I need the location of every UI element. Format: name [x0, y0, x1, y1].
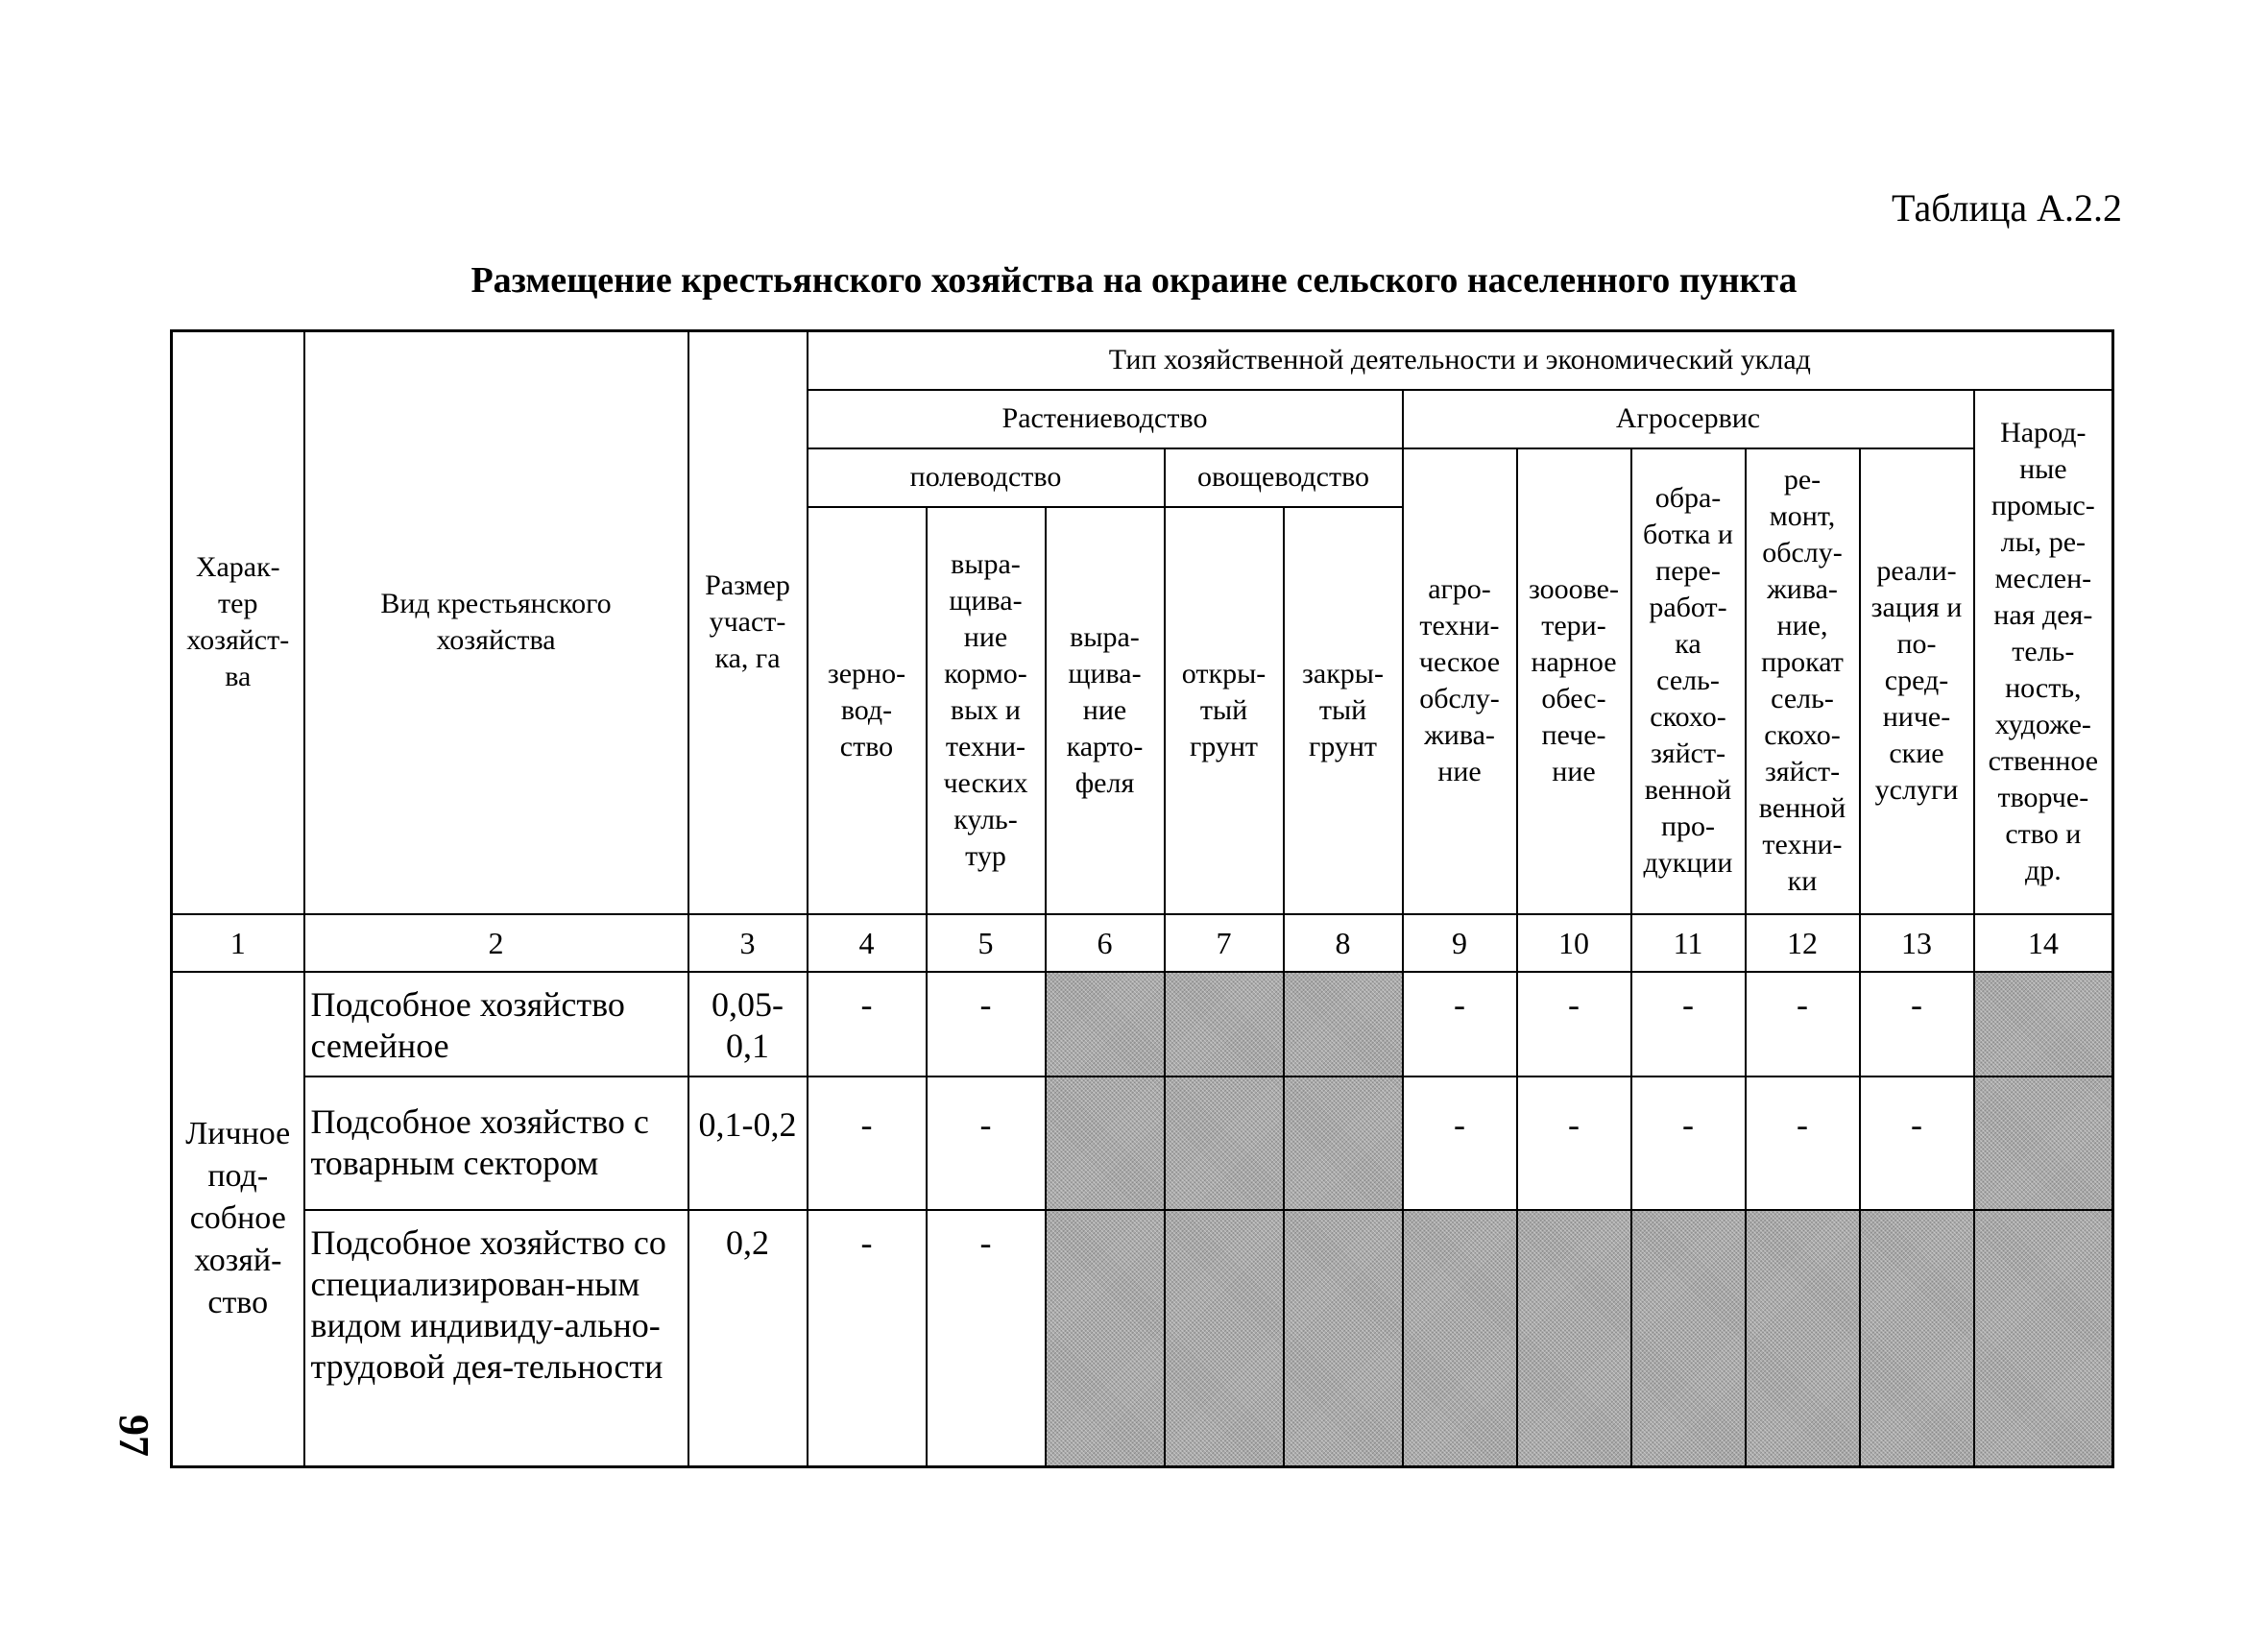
farm-type-cell: Подсобное хозяйство со специализирован-ным видом индивиду-ально-трудовой дея-тельности	[304, 1210, 688, 1467]
header-crop-production: Растениеводство	[808, 390, 1403, 448]
column-number: 5	[927, 914, 1046, 972]
column-number: 1	[172, 914, 304, 972]
value-cell: -	[1517, 972, 1631, 1077]
shaded-cell	[1165, 1077, 1284, 1210]
shaded-cell	[1046, 1077, 1165, 1210]
header-repair: ре- монт, обслу- жива- ние, прокат сель- скохо- зяйст- венной техни- ки	[1746, 448, 1860, 914]
column-number: 4	[808, 914, 927, 972]
header-farm-type: Вид крестьянского хозяйства	[304, 331, 688, 914]
shaded-cell	[1860, 1210, 1974, 1467]
column-number: 3	[688, 914, 808, 972]
header-folk-crafts: Народ- ные промыс- лы, ре- меслен- ная дея- тель- ность, художе- ственное творче- ство и др.	[1974, 390, 2113, 914]
header-agrotechnical-service: агро- техни- ческое обслу- жива- ние	[1403, 448, 1517, 914]
shaded-cell	[1974, 1077, 2113, 1210]
header-open-ground: откры- тый грунт	[1165, 507, 1284, 914]
column-number: 7	[1165, 914, 1284, 972]
column-number: 10	[1517, 914, 1631, 972]
value-cell: -	[808, 1077, 927, 1210]
table-row	[172, 1210, 2113, 1467]
header-activity-type: Тип хозяйственной деятельности и экономический уклад	[808, 331, 2113, 390]
farm-type-cell: Подсобное хозяйство семейное	[304, 972, 688, 1077]
value-cell: -	[1860, 1077, 1974, 1210]
header-closed-ground: закры- тый грунт	[1284, 507, 1403, 914]
shaded-cell	[1165, 972, 1284, 1077]
shaded-cell	[1284, 1077, 1403, 1210]
column-number: 13	[1860, 914, 1974, 972]
shaded-cell	[1403, 1210, 1517, 1467]
farm-character-cell: Личное под- собное хозяй- ство	[172, 972, 304, 1467]
shaded-cell	[1284, 972, 1403, 1077]
value-cell: -	[1746, 1077, 1860, 1210]
value-cell: -	[927, 1210, 1046, 1467]
header-fodder: выра- щива- ние кормо- вых и техни- ческих куль- тур	[927, 507, 1046, 914]
header-sales: реали- зация и по- сред- ниче- ские услуги	[1860, 448, 1974, 914]
shaded-cell	[1631, 1210, 1746, 1467]
value-cell: -	[1860, 972, 1974, 1077]
header-potato: выра- щива- ние карто- феля	[1046, 507, 1165, 914]
farm-type-cell: Подсобное хозяйство с товарным сектором	[304, 1077, 688, 1210]
shaded-cell	[1046, 1210, 1165, 1467]
column-number: 9	[1403, 914, 1517, 972]
table-row	[172, 972, 2113, 1077]
value-cell: -	[1631, 1077, 1746, 1210]
shaded-cell	[1974, 1210, 2113, 1467]
column-number: 8	[1284, 914, 1403, 972]
header-processing: обра- ботка и пере- работ- ка сель- скохо- зяйст- венной про- дукции	[1631, 448, 1746, 914]
shaded-cell	[1046, 972, 1165, 1077]
farm-placement-table	[170, 329, 2114, 1468]
plot-size-cell: 0,1-0,2	[688, 1077, 808, 1210]
column-number: 6	[1046, 914, 1165, 972]
plot-size-cell: 0,05- 0,1	[688, 972, 808, 1077]
header-grain: зерно- вод- ство	[808, 507, 927, 914]
value-cell: -	[808, 1210, 927, 1467]
document-title: Размещение крестьянского хозяйства на окраине сельского населенного пункта	[470, 260, 1798, 301]
column-number: 14	[1974, 914, 2113, 972]
value-cell: -	[1403, 972, 1517, 1077]
value-cell: -	[927, 972, 1046, 1077]
shaded-cell	[1284, 1210, 1403, 1467]
header-plot-size: Размер участ- ка, га	[688, 331, 808, 914]
header-field-farming: полеводство	[808, 448, 1165, 507]
header-vegetable-growing: овощеводство	[1165, 448, 1403, 507]
plot-size-cell: 0,2	[688, 1210, 808, 1467]
value-cell: -	[1631, 972, 1746, 1077]
table-row	[172, 1077, 2113, 1210]
page-number: 97	[110, 1415, 157, 1457]
value-cell: -	[808, 972, 927, 1077]
header-farm-character: Харак- тер хозяйст- ва	[172, 331, 304, 914]
shaded-cell	[1746, 1210, 1860, 1467]
value-cell: -	[1746, 972, 1860, 1077]
value-cell: -	[1403, 1077, 1517, 1210]
header-agroservice: Агросервис	[1403, 390, 1974, 448]
column-number: 12	[1746, 914, 1860, 972]
shaded-cell	[1517, 1210, 1631, 1467]
shaded-cell	[1165, 1210, 1284, 1467]
column-number: 11	[1631, 914, 1746, 972]
table-label: Таблица А.2.2	[1892, 186, 2122, 230]
column-number: 2	[304, 914, 688, 972]
shaded-cell	[1974, 972, 2113, 1077]
value-cell: -	[927, 1077, 1046, 1210]
value-cell: -	[1517, 1077, 1631, 1210]
header-zoovet-service: зооове- тери- нарное обес- пече- ние	[1517, 448, 1631, 914]
